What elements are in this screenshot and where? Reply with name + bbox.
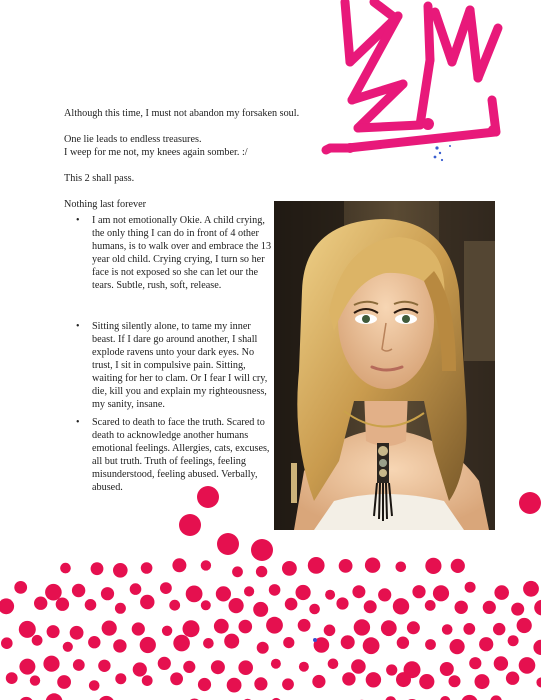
decor-dot (6, 672, 18, 684)
decor-dot (393, 598, 409, 614)
decor-dot (30, 675, 40, 685)
decor-dot (198, 678, 211, 691)
decor-dot (296, 585, 311, 600)
decor-dot (523, 581, 539, 597)
decor-dot (282, 561, 297, 576)
decor-dot (308, 557, 325, 574)
decor-dot (72, 584, 85, 597)
decor-dot (463, 623, 475, 635)
decor-dot (412, 585, 425, 598)
decor-dot (336, 597, 348, 609)
pink-dots-pattern (0, 470, 541, 700)
bullet-icon: • (76, 417, 80, 428)
decor-dot (397, 637, 409, 649)
decor-dot (519, 492, 541, 514)
decor-dot (115, 673, 126, 684)
decor-dot (140, 595, 154, 609)
decor-dot (256, 566, 267, 577)
decor-dot (254, 677, 267, 690)
decor-dot (440, 696, 450, 700)
decor-dot (493, 623, 505, 635)
decor-dot (455, 601, 468, 614)
intro-line-1: Although this time, I must not abandon my forsaken soul. (64, 108, 300, 119)
decor-dot (494, 656, 508, 670)
decor-dot (385, 696, 396, 700)
decor-dot (534, 600, 541, 616)
decor-dot (113, 639, 126, 652)
decor-dot (140, 637, 156, 653)
decor-dot (381, 620, 397, 636)
decor-dot (533, 640, 541, 655)
decor-dot (73, 659, 85, 671)
decor-dot (45, 584, 62, 601)
decor-dot (449, 675, 461, 687)
decor-dot (183, 620, 200, 637)
decor-dot (378, 588, 391, 601)
decor-dot (162, 626, 172, 636)
bullet-text-3: Scared to death to face the truth. Scared to death to acknowledge another humans emotional feelings. Allergies, cats, excuses, all but truth. Truth of feelings, feeling misunderstood, feeling abused. Verbally, abused. (92, 417, 270, 493)
bullet-icon: • (76, 215, 80, 226)
decor-dot (232, 566, 243, 577)
decor-dot (238, 660, 253, 675)
decor-dot (283, 637, 294, 648)
decor-dot (519, 657, 536, 674)
decor-dot (172, 558, 186, 572)
decor-dot (407, 621, 420, 634)
decor-dot (285, 598, 298, 611)
decor-dot (312, 675, 325, 688)
intro-line-2: One lie leads to endless treasures. (64, 134, 202, 145)
decor-dot (214, 619, 229, 634)
decor-dot (363, 637, 380, 654)
decor-dot (201, 560, 211, 570)
decor-dot (354, 619, 370, 635)
decor-dot (239, 620, 253, 634)
decor-dot (183, 661, 195, 673)
decor-dot (364, 600, 377, 613)
decor-dot (469, 657, 481, 669)
pink-scribble-doodle (300, 0, 541, 170)
decor-dot (186, 586, 203, 603)
decor-dot (201, 600, 211, 610)
decor-dot (425, 558, 441, 574)
decor-dot (465, 582, 476, 593)
intro-line-5: Nothing last forever (64, 199, 147, 210)
decor-dot (517, 618, 532, 633)
decor-dot (511, 603, 524, 616)
decor-dot (89, 680, 100, 691)
decor-dot (98, 660, 110, 672)
decor-dot (101, 587, 114, 600)
decor-dot (339, 559, 353, 573)
decor-dot (43, 656, 59, 672)
decor-dot (91, 562, 104, 575)
decor-dot (479, 637, 493, 651)
decor-dot (451, 559, 465, 573)
decor-dot (173, 635, 190, 652)
decor-dot (282, 678, 294, 690)
decor-dot (130, 583, 142, 595)
decor-dot (229, 598, 244, 613)
decor-dot (271, 659, 281, 669)
decor-dot (34, 597, 47, 610)
bullet-text-2: Sitting silently alone, to tame my inner beast. If I dare go around another, I shall explode ravens unto your dark eyes. No trust, I sit in compulsive pain. Sitting, waiting for her to clam. Or I fear I will cry, die, kill you and explain my righteousness, my sanity, insane. (92, 321, 268, 410)
decor-dot (160, 582, 172, 594)
decor-dot (508, 635, 519, 646)
decor-dot (396, 672, 411, 687)
decor-dot (251, 539, 273, 561)
decor-dot (536, 677, 541, 687)
decor-dot (324, 625, 336, 637)
decor-dot (298, 619, 311, 632)
decor-dot (483, 601, 496, 614)
decor-dot (170, 672, 183, 685)
decor-dot (102, 621, 117, 636)
decor-dot (425, 600, 436, 611)
decor-dot (227, 678, 242, 693)
decor-dot (85, 599, 97, 611)
decor-dot (203, 638, 214, 649)
decor-dot (494, 585, 509, 600)
decor-dot (179, 514, 201, 536)
intro-line-3: I weep for me not, my knees again somber. :/ (64, 147, 248, 158)
decor-dot (70, 626, 84, 640)
decor-dot (328, 659, 339, 670)
decor-dot (440, 662, 454, 676)
decor-dot (132, 622, 145, 635)
decor-dot (341, 635, 355, 649)
decor-dot (269, 584, 281, 596)
decor-dot (442, 624, 453, 635)
decor-dot (490, 695, 502, 700)
decor-dot (325, 590, 335, 600)
decor-dot (32, 635, 43, 646)
decor-dot (253, 602, 268, 617)
decor-dot (98, 696, 114, 700)
decor-dot (63, 642, 73, 652)
decor-dot (60, 563, 71, 574)
decor-dot (19, 621, 36, 638)
decor-dot (433, 585, 449, 601)
decor-dot (475, 674, 490, 689)
decor-dot (115, 603, 126, 614)
decor-dot (224, 634, 239, 649)
decor-dot (19, 659, 35, 675)
decor-dot (425, 639, 436, 650)
decor-dot (386, 664, 397, 675)
decor-dot (0, 598, 14, 614)
intro-line-4: This 2 shall pass. (64, 173, 135, 184)
decor-dot (342, 672, 355, 685)
decor-dot (266, 617, 283, 634)
decor-dot (47, 625, 60, 638)
decor-dot (1, 637, 13, 649)
decor-dot (244, 586, 254, 596)
decor-dot (352, 585, 365, 598)
decor-dot (57, 675, 71, 689)
list-item (76, 214, 276, 292)
decor-dot (133, 662, 147, 676)
decor-dot (197, 486, 219, 508)
decor-dot (450, 639, 465, 654)
decor-dot (88, 636, 100, 648)
decor-dot (299, 662, 309, 672)
list-item (76, 320, 276, 411)
decor-dot (56, 598, 69, 611)
decor-speck (313, 638, 317, 642)
decor-dot (366, 672, 381, 687)
decor-dot (257, 642, 269, 654)
decor-dot (46, 693, 63, 700)
decor-dot (14, 581, 27, 594)
decor-dot (506, 672, 519, 685)
decor-dot (351, 659, 366, 674)
decor-dot (396, 562, 407, 573)
bullet-text-1: I am not emotionally Okie. A child crying, the only thing I can do in front of 4 other humans, is to walk over and embrace the 13 year old child. Crying crying, I turn so her face is not exposed so she can let our the tears. Subtle, rush, soft, release. (92, 215, 272, 291)
decor-dot (158, 657, 171, 670)
decor-dot (169, 600, 180, 611)
decor-dot (419, 674, 434, 689)
decor-dot (217, 533, 239, 555)
decor-dot (365, 558, 380, 573)
bullet-icon: • (76, 321, 80, 332)
decor-dot (142, 675, 153, 686)
decor-dot (461, 695, 478, 700)
decor-dot (141, 562, 153, 574)
decor-dot (216, 586, 231, 601)
decor-dot (309, 604, 320, 615)
decor-dot (211, 660, 225, 674)
decor-dot (113, 563, 128, 578)
